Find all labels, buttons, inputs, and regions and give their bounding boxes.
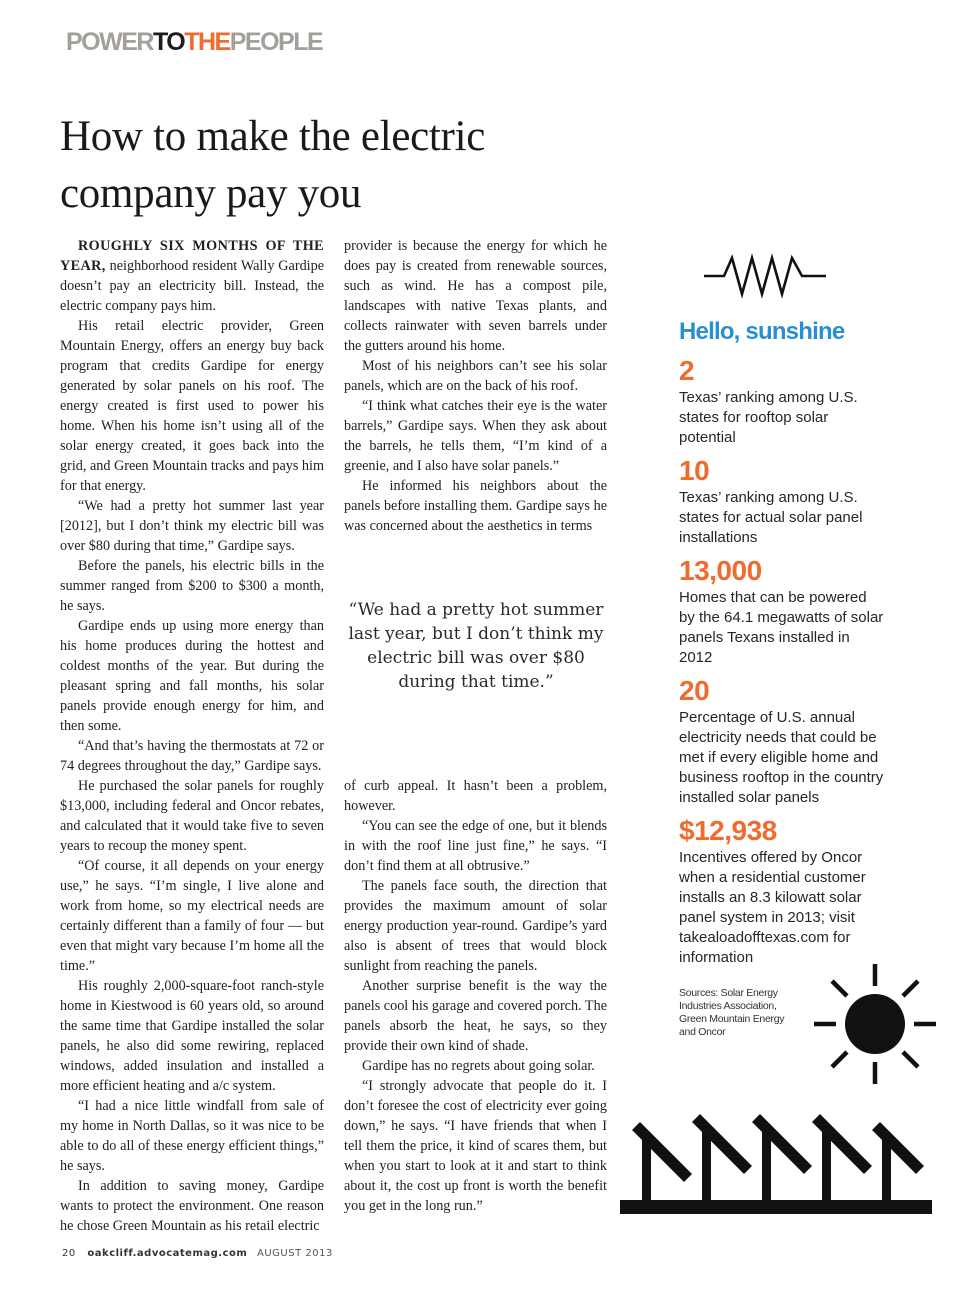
sidebar-stat [679,356,884,448]
article-paragraph: “I think what catches their eye is the water barrels,” Gardipe says. When they ask about the barrels, he tells them, “I’m kind of a greenie, and I also have solar panels.” [344,398,607,474]
lead-paragraph-text: neighborhood resident Wally Gardipe doesn’t pay an electricity bill. Instead, the electric company pays him. [60,258,324,314]
article-paragraph: provider is because the energy for which he does pay is created from renewable sources, such as wind. He has a compost pile, landscapes with native Texas plants, and collects rainwater with seven barrels under the gutters around his home. [344,238,607,354]
article-column-2-top [344,236,607,536]
page-number: 20 [62,1248,76,1259]
kicker-the: THE [184,28,230,56]
stat-value: 2 [679,355,695,386]
stat-description: Homes that can be powered by the 64.1 megawatts of solar panels Texans installed in 2012 [679,589,884,666]
article-column-2-bottom [344,776,607,1216]
sun-icon [812,962,938,1086]
article-paragraph: Another surprise benefit is the way the panels cool his garage and covered porch. The panels absorb the heat, he says, so they provide their own kind of shade. [344,978,607,1054]
stat-description: Incentives offered by Oncor when a residential customer installs an 8.3 kilowatt solar panel system in 2013; visit takealoadofftexas.com for information [679,849,866,966]
sidebar-sources: Sources: Solar Energy Industries Association, Green Mountain Energy and Oncor [679,987,785,1038]
page-footer [62,1248,333,1259]
article-paragraph: “You can see the edge of one, but it blends in with the roof line just fine,” he says. “I don’t find them at all obtrusive.” [344,818,607,874]
sidebar-stat [679,556,884,668]
article-paragraph: In addition to saving money, Gardipe wants to protect the environment. One reason he chose Green Mountain as his retail electric [60,1178,324,1234]
sidebar-stat [679,676,884,808]
article-paragraph: His roughly 2,000-square-foot ranch-style home in Kiestwood is 60 years old, so around the same time that Gardipe installed the solar panels, he also did some rewiring, replaced windows, added insulation and installed a more efficient heating and a/c system. [60,978,324,1094]
article-paragraph: “Of course, it all depends on your energy use,” he says. “I’m single, I live alone and work from home, so my electrical needs are certainly different than a family of four — but even that might vary because I’m home all the time.” [60,858,324,974]
stat-description: Texas’ ranking among U.S. states for rooftop solar potential [679,389,858,446]
article-headline [60,108,620,222]
kicker-people: PEOPLE [229,28,323,56]
stat-value: 20 [679,675,710,706]
article-paragraph: Before the panels, his electric bills in the summer ranged from $200 to $300 a month, he says. [60,558,324,614]
sidebar-stat [679,456,884,548]
article-paragraph: “And that’s having the thermostats at 72 or 74 degrees throughout the day,” Gardipe says. [60,738,324,774]
article-paragraph: He purchased the solar panels for roughly $13,000, including federal and Oncor rebates, and calculated that it would take five to seven years to recoup the money spent. [60,778,324,854]
sidebar-title: Hello, sunshine [679,318,845,345]
headline-line-1: How to make the electric [60,113,486,160]
article-paragraph: The panels face south, the direction that provides the maximum amount of solar energy production year-round. Gardipe’s yard also is absent of trees that would block sunlight from reaching the panels. [344,878,607,974]
article-paragraph: “I strongly advocate that people do it. I don’t foresee the cost of electricity ever going down,” he says. “I have friends that when I tell them the price, it kind of scares them, but when you start to look at it and start to think about it, the cost up front is worth the benefit you get in the long run.” [344,1078,607,1214]
article-column-1 [60,236,324,1236]
kicker-power: POWER [66,28,153,56]
article-paragraph: “I had a nice little windfall from sale of my home in North Dallas, so it was nice to be able to do all of these energy efficient things,” he says. [60,1098,324,1174]
article-paragraph: “We had a pretty hot summer last year [2012], but I don’t think my electric bill was over $80 during that time,” Gardipe says. [60,498,324,554]
stat-description: Texas’ ranking among U.S. states for actual solar panel installations [679,489,863,546]
article-paragraph: He informed his neighbors about the panels before installing them. Gardipe says he was concerned about the aesthetics in terms [344,478,607,534]
article-paragraph: Gardipe has no regrets about going solar. [362,1058,595,1074]
article-paragraph: of curb appeal. It hasn’t been a problem, however. [344,778,607,814]
article-paragraph: His retail electric provider, Green Mountain Energy, offers an energy buy back program that credits Gardipe for energy generated by solar panels on his roof. The energy created is first used to power his home. When his home isn’t using all of the solar energy created, it goes back into the grid, and Green Mountain tracks and pays him for that energy. [60,318,324,494]
issue-date: AUGUST 2013 [257,1248,333,1259]
stat-value: $12,938 [679,815,777,846]
section-kicker [66,30,322,55]
sidebar-stat [679,816,884,968]
solar-panels-icon [620,1108,932,1224]
kicker-to: TO [152,28,185,56]
stat-value: 10 [679,455,710,486]
article-paragraph: Gardipe ends up using more energy than his home produces during the hottest and coldest months of the year. But during the pleasant spring and fall months, his solar panels provide enough energy for him, and then some. [60,618,324,734]
resistor-wave-icon [704,252,826,300]
lead-in-caps: ROUGHLY SIX MONTHS OF THE YEAR, [60,238,324,274]
stat-value: 13,000 [679,555,762,586]
stat-description: Percentage of U.S. annual electricity needs that could be met if every eligible home and business rooftop in the country installed solar panels [679,709,884,806]
site-url: oakcliff.advocatemag.com [87,1248,248,1259]
article-paragraph [60,236,324,316]
headline-line-2: company pay you [60,170,362,217]
pull-quote: “We had a pretty hot summer last year, but I don’t think my electric bill was over $80 during that time.” [348,600,604,692]
article-paragraph: Most of his neighbors can’t see his solar panels, which are on the back of his roof. [344,358,607,394]
